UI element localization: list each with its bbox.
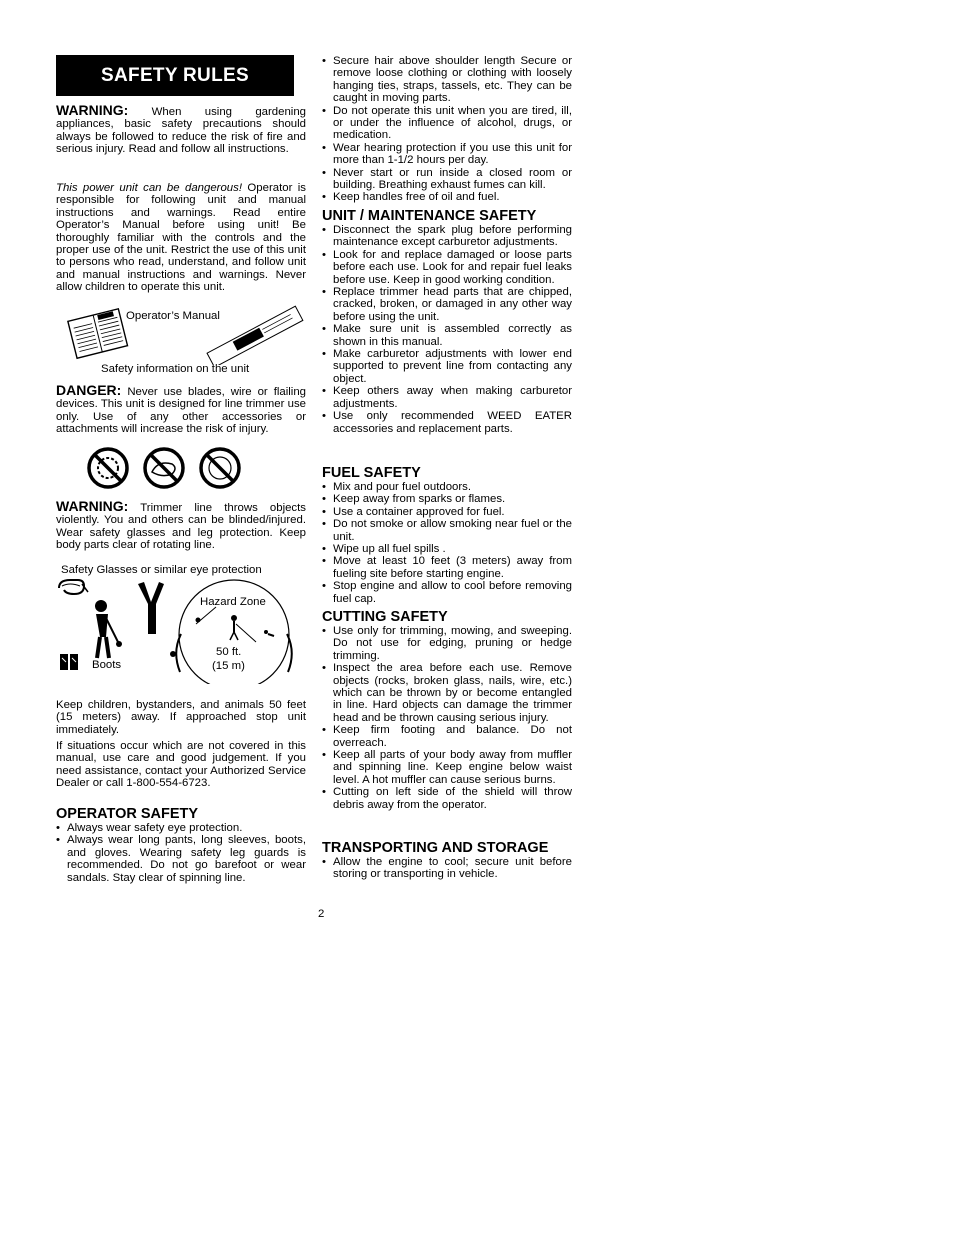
list-item: • Secure hair above shoulder length Secure or remove loose clothing or clothing with loosely hanging ties, straps, tassels, etc. They can be caught in moving parts. — [322, 55, 572, 105]
list-item: • Allow the engine to cool; secure unit before storing or transporting in vehicle. — [322, 856, 572, 881]
list-item: • Use only recommended WEED EATER accessories and replacement parts. — [322, 410, 572, 435]
warning-paragraph-1 — [56, 104, 306, 156]
list-item: • Inspect the area before each use. Remove objects (rocks, broken glass, nails, wire, etc.) which can be thrown by or become entangled in line. Hard objects can damage the trimmer head and be thrown causing serious injury. — [322, 662, 572, 724]
danger-label: DANGER: — [56, 382, 122, 398]
general-safety-list — [322, 55, 572, 204]
operator-safety-heading: OPERATOR SAFETY — [56, 806, 199, 822]
operator-safety-list — [56, 822, 306, 884]
warning-label-2: WARNING: — [56, 498, 129, 514]
bystanders-text: Keep children, bystanders, and animals 50 feet (15 meters) away. If approached stop unit immediately. — [56, 699, 306, 736]
list-item: • Keep away from sparks or flames. — [322, 493, 572, 505]
list-item: • Move at least 10 feet (3 meters) away from fueling site before starting engine. — [322, 555, 572, 580]
no-blade-icon — [89, 449, 127, 487]
operator-figure-icon — [95, 600, 122, 658]
warning-text: When using gardening appliances, basic safety precautions should always be followed to reduce the risk of fire and serious injury. Read and follow all instructions. — [56, 106, 306, 156]
safety-glasses-icon — [59, 580, 88, 594]
distance-label-m: (15 m) — [212, 660, 245, 672]
safety-glasses-label: Safety Glasses or similar eye protection — [61, 564, 262, 576]
maintenance-safety-section — [322, 208, 572, 435]
list-item: • Always wear safety eye protection. — [56, 822, 306, 834]
no-wire-icon — [201, 449, 239, 487]
list-item: • Never start or run inside a closed room or building. Breathing exhaust fumes can kill. — [322, 167, 572, 192]
fuel-safety-section — [322, 465, 572, 605]
cutting-safety-heading: CUTTING SAFETY — [322, 609, 448, 625]
hazard-zone-figure — [56, 562, 306, 684]
transport-storage-section — [322, 840, 572, 881]
list-item: • Cutting on left side of the shield will throw debris away from the operator. — [322, 786, 572, 811]
assistance-text: If situations occur which are not covered in this manual, use care and good judgement. If you need assistance, contact your Authorized Service Dealer or call 1-800-554-6723. — [56, 740, 306, 790]
warning-label: WARNING: — [56, 102, 129, 118]
warning-text-2: Trimmer line throws objects violently. You and others can be blinded/injured. Wear safety glasses and leg protection. Keep body parts clear of rotating line. — [56, 502, 306, 552]
boots-icon — [60, 654, 78, 670]
operator-safety-section — [56, 806, 306, 884]
fuel-safety-list — [322, 481, 572, 605]
no-flail-icon — [145, 449, 183, 487]
list-item: • Use only for trimming, mowing, and sweeping. Do not use for edging, pruning or hedge trimming. — [322, 625, 572, 662]
list-item: • Use a container approved for fuel. — [322, 506, 572, 518]
dangerous-emphasis: This power unit can be dangerous! — [56, 182, 242, 194]
list-item: • Make carburetor adjustments with lower end supported to prevent line from contacting any object. — [322, 348, 572, 385]
danger-intro-paragraph — [56, 182, 306, 294]
assistance-paragraph — [56, 740, 306, 790]
list-item: • Always wear long pants, long sleeves, boots, and gloves. Wearing safety leg guards is recommended. Do not go barefoot or wear sandals. Stay clear of spinning line. — [56, 834, 306, 884]
list-item: • Wear hearing protection if you use this unit for more than 1-1/2 hours per day. — [322, 142, 572, 167]
list-item: • Keep firm footing and balance. Do not overreach. — [322, 724, 572, 749]
list-item: • Look for and replace damaged or loose parts before each use. Look for and repair fuel leaks before use. Keep in good working condition. — [322, 249, 572, 286]
hazard-zone-label: Hazard Zone — [200, 596, 266, 608]
list-item: • Do not operate this unit when you are tired, ill, or under the influence of alcohol, drugs, or medication. — [322, 105, 572, 142]
boots-label: Boots — [92, 659, 122, 671]
manual-figure — [66, 305, 306, 380]
list-item: • Mix and pour fuel outdoors. — [322, 481, 572, 493]
list-item: • Do not smoke or allow smoking near fuel or the unit. — [322, 518, 572, 543]
bystanders-paragraph — [56, 699, 306, 736]
warning-paragraph-2 — [56, 500, 306, 552]
distance-label-ft: 50 ft. — [216, 646, 242, 658]
transport-storage-list — [322, 856, 572, 881]
danger-paragraph — [56, 384, 306, 436]
operator-responsibility-text: Operator is responsible for following unit and manual instructions and warnings. Read entire Operator’s Manual before using unit! Be thoroughly familiar with the controls and the proper use of the unit. Restrict the use of this unit to persons who read, understand, and follow unit and manual instructions and warnings. Never allow children to operate this unit. — [56, 182, 306, 294]
page-number: 2 — [318, 908, 325, 920]
cutting-safety-section — [322, 609, 572, 811]
list-item: • Disconnect the spark plug before performing maintenance except carburetor adjustments. — [322, 224, 572, 249]
cutting-safety-list — [322, 625, 572, 811]
transport-storage-heading: TRANSPORTING AND STORAGE — [322, 840, 549, 856]
list-item: • Make sure unit is assembled correctly as shown in this manual. — [322, 323, 572, 348]
unit-decal-icon — [207, 306, 303, 365]
danger-text: Never use blades, wire or flailing devices. This unit is designed for line trimmer use only. Use of any other accessories or attachments will increase the risk of injury. — [56, 386, 306, 436]
prohibited-attachments — [86, 446, 246, 490]
maintenance-safety-list — [322, 224, 572, 435]
tree-icon — [138, 582, 164, 634]
list-item: • Keep handles free of oil and fuel. — [322, 191, 572, 203]
general-safety-section — [322, 55, 572, 204]
list-item: • Wipe up all fuel spills . — [322, 543, 572, 555]
list-item: • Replace trimmer head parts that are chipped, cracked, broken, or damaged in any other way before using the unit. — [322, 286, 572, 323]
list-item: • Keep others away when making carburetor adjustments. — [322, 385, 572, 410]
maintenance-safety-heading: UNIT / MAINTENANCE SAFETY — [322, 208, 537, 224]
manual-label: Operator’s Manual — [126, 310, 220, 322]
unit-decal-label: Safety information on the unit — [101, 363, 250, 375]
page-title-banner: SAFETY RULES — [56, 55, 294, 96]
fuel-safety-heading: FUEL SAFETY — [322, 465, 421, 481]
list-item: • Keep all parts of your body away from muffler and spinning line. Keep engine below waist level. A hot muffler can cause serious burns. — [322, 749, 572, 786]
list-item: • Stop engine and allow to cool before removing fuel cap. — [322, 580, 572, 605]
